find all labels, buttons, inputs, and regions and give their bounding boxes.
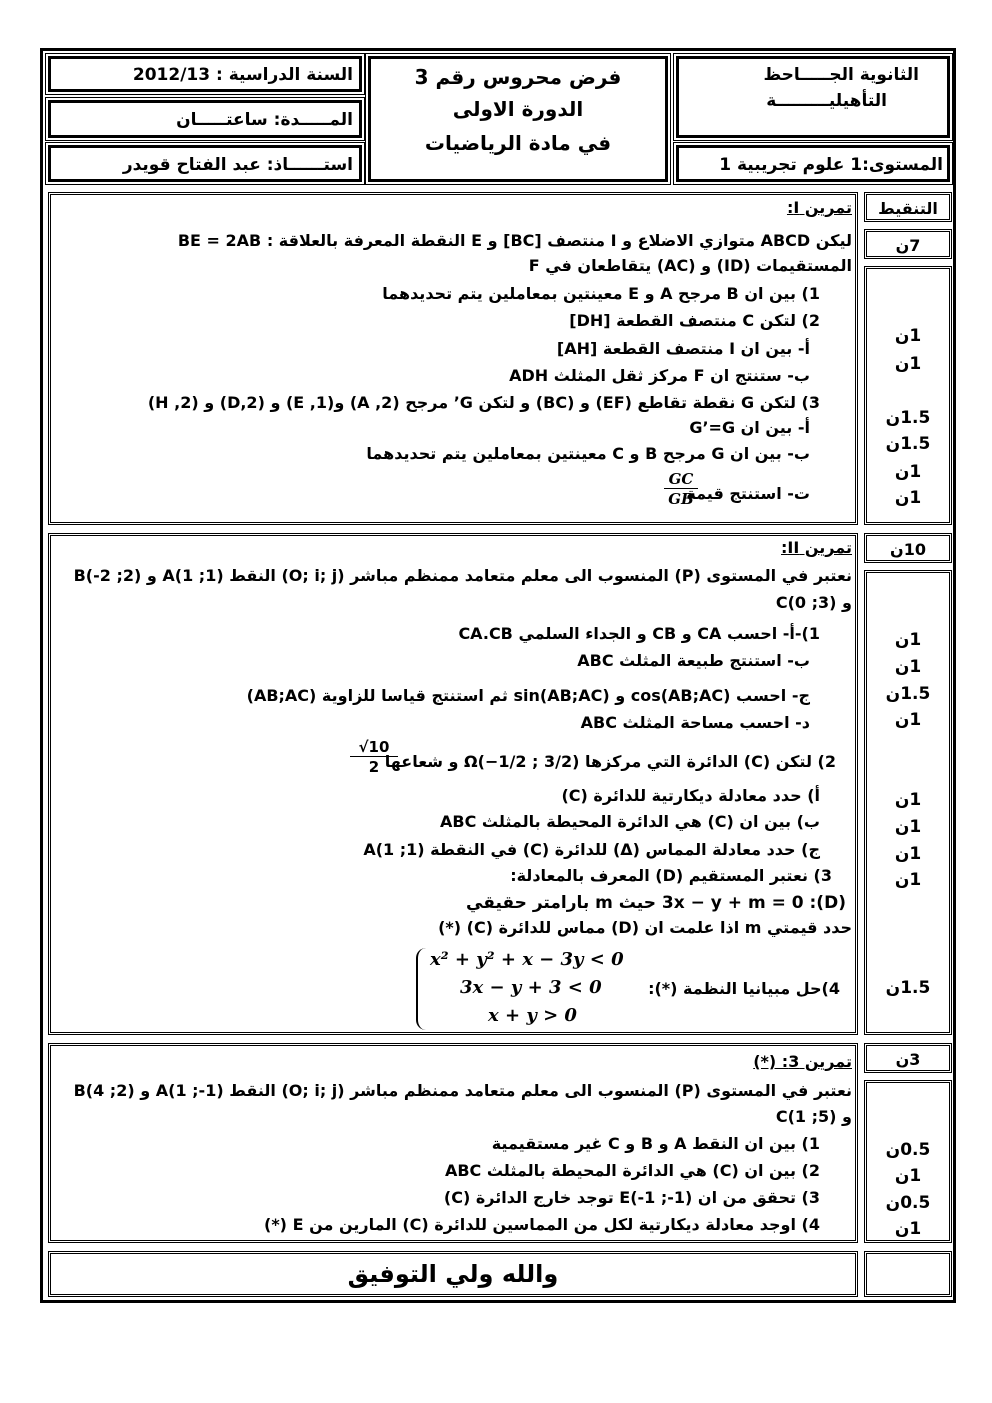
ex1-title: تمرين I: bbox=[786, 198, 852, 217]
ex2-grade: 1ن bbox=[894, 844, 922, 864]
ex1-line: أ- بين ان I منتصف القطعة [AH] bbox=[556, 339, 810, 358]
year-text: السنة الدراسية : 2012/13 bbox=[132, 65, 353, 85]
school-line2: التأهيليـــــــــة bbox=[766, 91, 887, 111]
ex3-line: نعتبر في المستوى (P) المنسوب الى معلم متعامد ممنظم مباشر (O; i; j) النقط A(1 ;-1) و B(4 ;2) bbox=[73, 1081, 852, 1100]
ex2-line: حدد قيمتي m اذا علمت ان (D) مماس للدائرة (C) (*) bbox=[438, 918, 852, 937]
ex2-system-eq: x + y > 0 bbox=[488, 1005, 577, 1026]
ex3-grade: 0.5ن bbox=[885, 1193, 931, 1213]
ex1-grades-box bbox=[864, 266, 952, 525]
ex2-line: ب- استنتج طبيعة المثلث ABC bbox=[577, 651, 810, 670]
ex2-grade: 1ن bbox=[894, 870, 922, 890]
title-box bbox=[368, 56, 668, 182]
ex1-line: 1) بين ان B مرجح A و E معينتين بمعاملين يتم تحديدهما bbox=[382, 284, 820, 303]
ex2-grade: 1.5ن bbox=[885, 978, 931, 998]
closing-box bbox=[48, 1251, 858, 1297]
ex1-grade: 1.5ن bbox=[885, 408, 931, 428]
closing-grade-box bbox=[864, 1251, 952, 1297]
ex2-line: ج- احسب cos(AB;AC) و sin(AB;AC) ثم استنتج قياسا للزاوية (AB;AC) bbox=[246, 686, 810, 705]
ex1-grade: 1.5ن bbox=[885, 434, 931, 454]
ex1-line: أ- بين ان G’=G bbox=[689, 418, 810, 437]
ex1-line: ب- بين ان G مرجح B و C معينتين بمعاملين يتم تحديدهما bbox=[366, 444, 810, 463]
ex3-line: 4) اوجد معادلة ديكارتية لكل من المماسين للدائرة (C) المارين من E (*) bbox=[264, 1215, 820, 1234]
level-text: المستوى:1 علوم تجريبية 1 bbox=[719, 155, 943, 175]
school-box bbox=[676, 56, 950, 138]
ex2-radius-num: √10 bbox=[350, 738, 398, 757]
level-box bbox=[676, 145, 950, 182]
ex2-line: 1)-أ- احسب CA و CB و الجداء السلمي CA.CB bbox=[458, 624, 820, 643]
ex1-grade: 1ن bbox=[894, 354, 922, 374]
ex2-line: 3) نعتبر المستقيم (D) المعرف بالمعادلة: bbox=[510, 866, 832, 885]
grading-label: التنقيط bbox=[878, 199, 938, 218]
ex2-system-eq: 3x − y + 3 < 0 bbox=[460, 977, 602, 998]
ex1-line: المستقيمات (ID) و (AC) يتقاطعان في F bbox=[528, 256, 852, 275]
grading-header bbox=[864, 192, 952, 222]
ex2-line: و C(0 ;3) bbox=[775, 593, 852, 612]
ex2-total: 10ن bbox=[890, 540, 926, 559]
ex3-title: تمرين 3: (*) bbox=[753, 1052, 852, 1071]
ex2-grade: 1ن bbox=[894, 710, 922, 730]
ex3-grade: 0.5ن bbox=[885, 1140, 931, 1160]
ex1-frac-den: GB bbox=[668, 490, 694, 508]
ex2-radius-den: 2 bbox=[368, 758, 380, 776]
ex2-grade: 1.5ن bbox=[885, 684, 931, 704]
ex3-total-box bbox=[864, 1043, 952, 1073]
duration-box bbox=[48, 100, 362, 138]
ex2-grade: 1ن bbox=[894, 817, 922, 837]
ex2-line: 2) لتكن (C) الدائرة التي مركزها Ω(−1/2 ; 3/2) و شعاعها bbox=[384, 752, 836, 771]
ex1-line: ليكن ABCD متوازي الاضلاع و I منتصف [BC] و E النقطة المعرفة بالعلاقة : BE = 2AB bbox=[177, 231, 852, 250]
ex2-line: د- احسب مساحة المثلث ABC bbox=[580, 713, 810, 732]
ex2-total-box bbox=[864, 533, 952, 563]
ex2-grade: 1ن bbox=[894, 657, 922, 677]
ex1-line: ت- استنتج قيمة bbox=[686, 484, 810, 503]
exam-title: فرض محروس رقم 3 bbox=[414, 65, 622, 89]
ex1-line: 3) لتكن G نقطة تقاطع (EF) و (BC) و لتكن G’ مرجح (A ,2) و(E ,1) و (D,2) و (H ,2) bbox=[147, 393, 820, 412]
school-line1: الثانوية الجـــــاحظ bbox=[763, 65, 919, 85]
ex2-title: تمرين II: bbox=[781, 538, 852, 557]
ex3-grade: 1ن bbox=[894, 1166, 922, 1186]
ex1-line: 2) لتكن C منتصف القطعة [DH] bbox=[569, 311, 820, 330]
ex1-total: 7ن bbox=[895, 236, 921, 255]
ex2-line: ب) بين ان (C) هي الدائرة المحيطة بالمثلث ABC bbox=[440, 812, 820, 831]
ex3-line: 2) بين ان (C) هي الدائرة المحيطة بالمثلث ABC bbox=[444, 1161, 820, 1180]
ex2-line: 4)حل مبيانيا النظمة (*): bbox=[648, 979, 840, 998]
year-box bbox=[48, 56, 362, 92]
ex2-line: (D): 3x − y + m = 0 حيث m بارامتر حقيقي bbox=[466, 893, 846, 913]
closing-text: والله ولي التوفيق bbox=[347, 1260, 559, 1288]
ex1-total-box bbox=[864, 229, 952, 259]
ex2-line: نعتبر في المستوى (P) المنسوب الى معلم متعامد ممنظم مباشر (O; i; j) النقط A(1 ;1) و B(-2 ;2) bbox=[73, 566, 852, 585]
ex1-line: ب- ستنتج ان F مركز ثقل المثلث ADH bbox=[509, 366, 810, 385]
exam-session: الدورة الاولى bbox=[452, 97, 584, 121]
ex2-line: أ) حدد معادلة ديكارتية للدائرة (C) bbox=[561, 786, 820, 805]
ex2-radius-fraction bbox=[350, 738, 398, 777]
ex1-grade: 1ن bbox=[894, 488, 922, 508]
duration-text: المـــــدة: ساعتـــــان bbox=[176, 110, 353, 130]
ex1-grade: 1ن bbox=[894, 326, 922, 346]
ex3-line: 3) تحقق من ان E(-1 ;-1) توجد خارج الدائرة (C) bbox=[443, 1188, 820, 1207]
ex2-system-eq: x² + y² + x − 3y < 0 bbox=[430, 949, 624, 970]
ex3-line: و C(1 ;5) bbox=[775, 1107, 852, 1126]
teacher-text: استــــــاذ: عبد الفتاح قويدر bbox=[122, 155, 353, 175]
ex3-total: 3ن bbox=[895, 1050, 921, 1069]
exam-subject: في مادة الرياضيات bbox=[424, 131, 612, 155]
ex2-grade: 1ن bbox=[894, 790, 922, 810]
ex1-frac-num: GC bbox=[664, 470, 698, 489]
ex2-grade: 1ن bbox=[894, 630, 922, 650]
ex3-line: 1) بين ان النقط A و B و C غير مستقيمية bbox=[491, 1134, 820, 1153]
teacher-box bbox=[48, 145, 362, 182]
ex1-grade: 1ن bbox=[894, 462, 922, 482]
ex2-line: ج) حدد معادلة المماس (Δ) للدائرة (C) في النقطة A(1 ;1) bbox=[363, 840, 820, 859]
ex3-grade: 1ن bbox=[894, 1219, 922, 1239]
ex1-fraction bbox=[664, 470, 698, 509]
